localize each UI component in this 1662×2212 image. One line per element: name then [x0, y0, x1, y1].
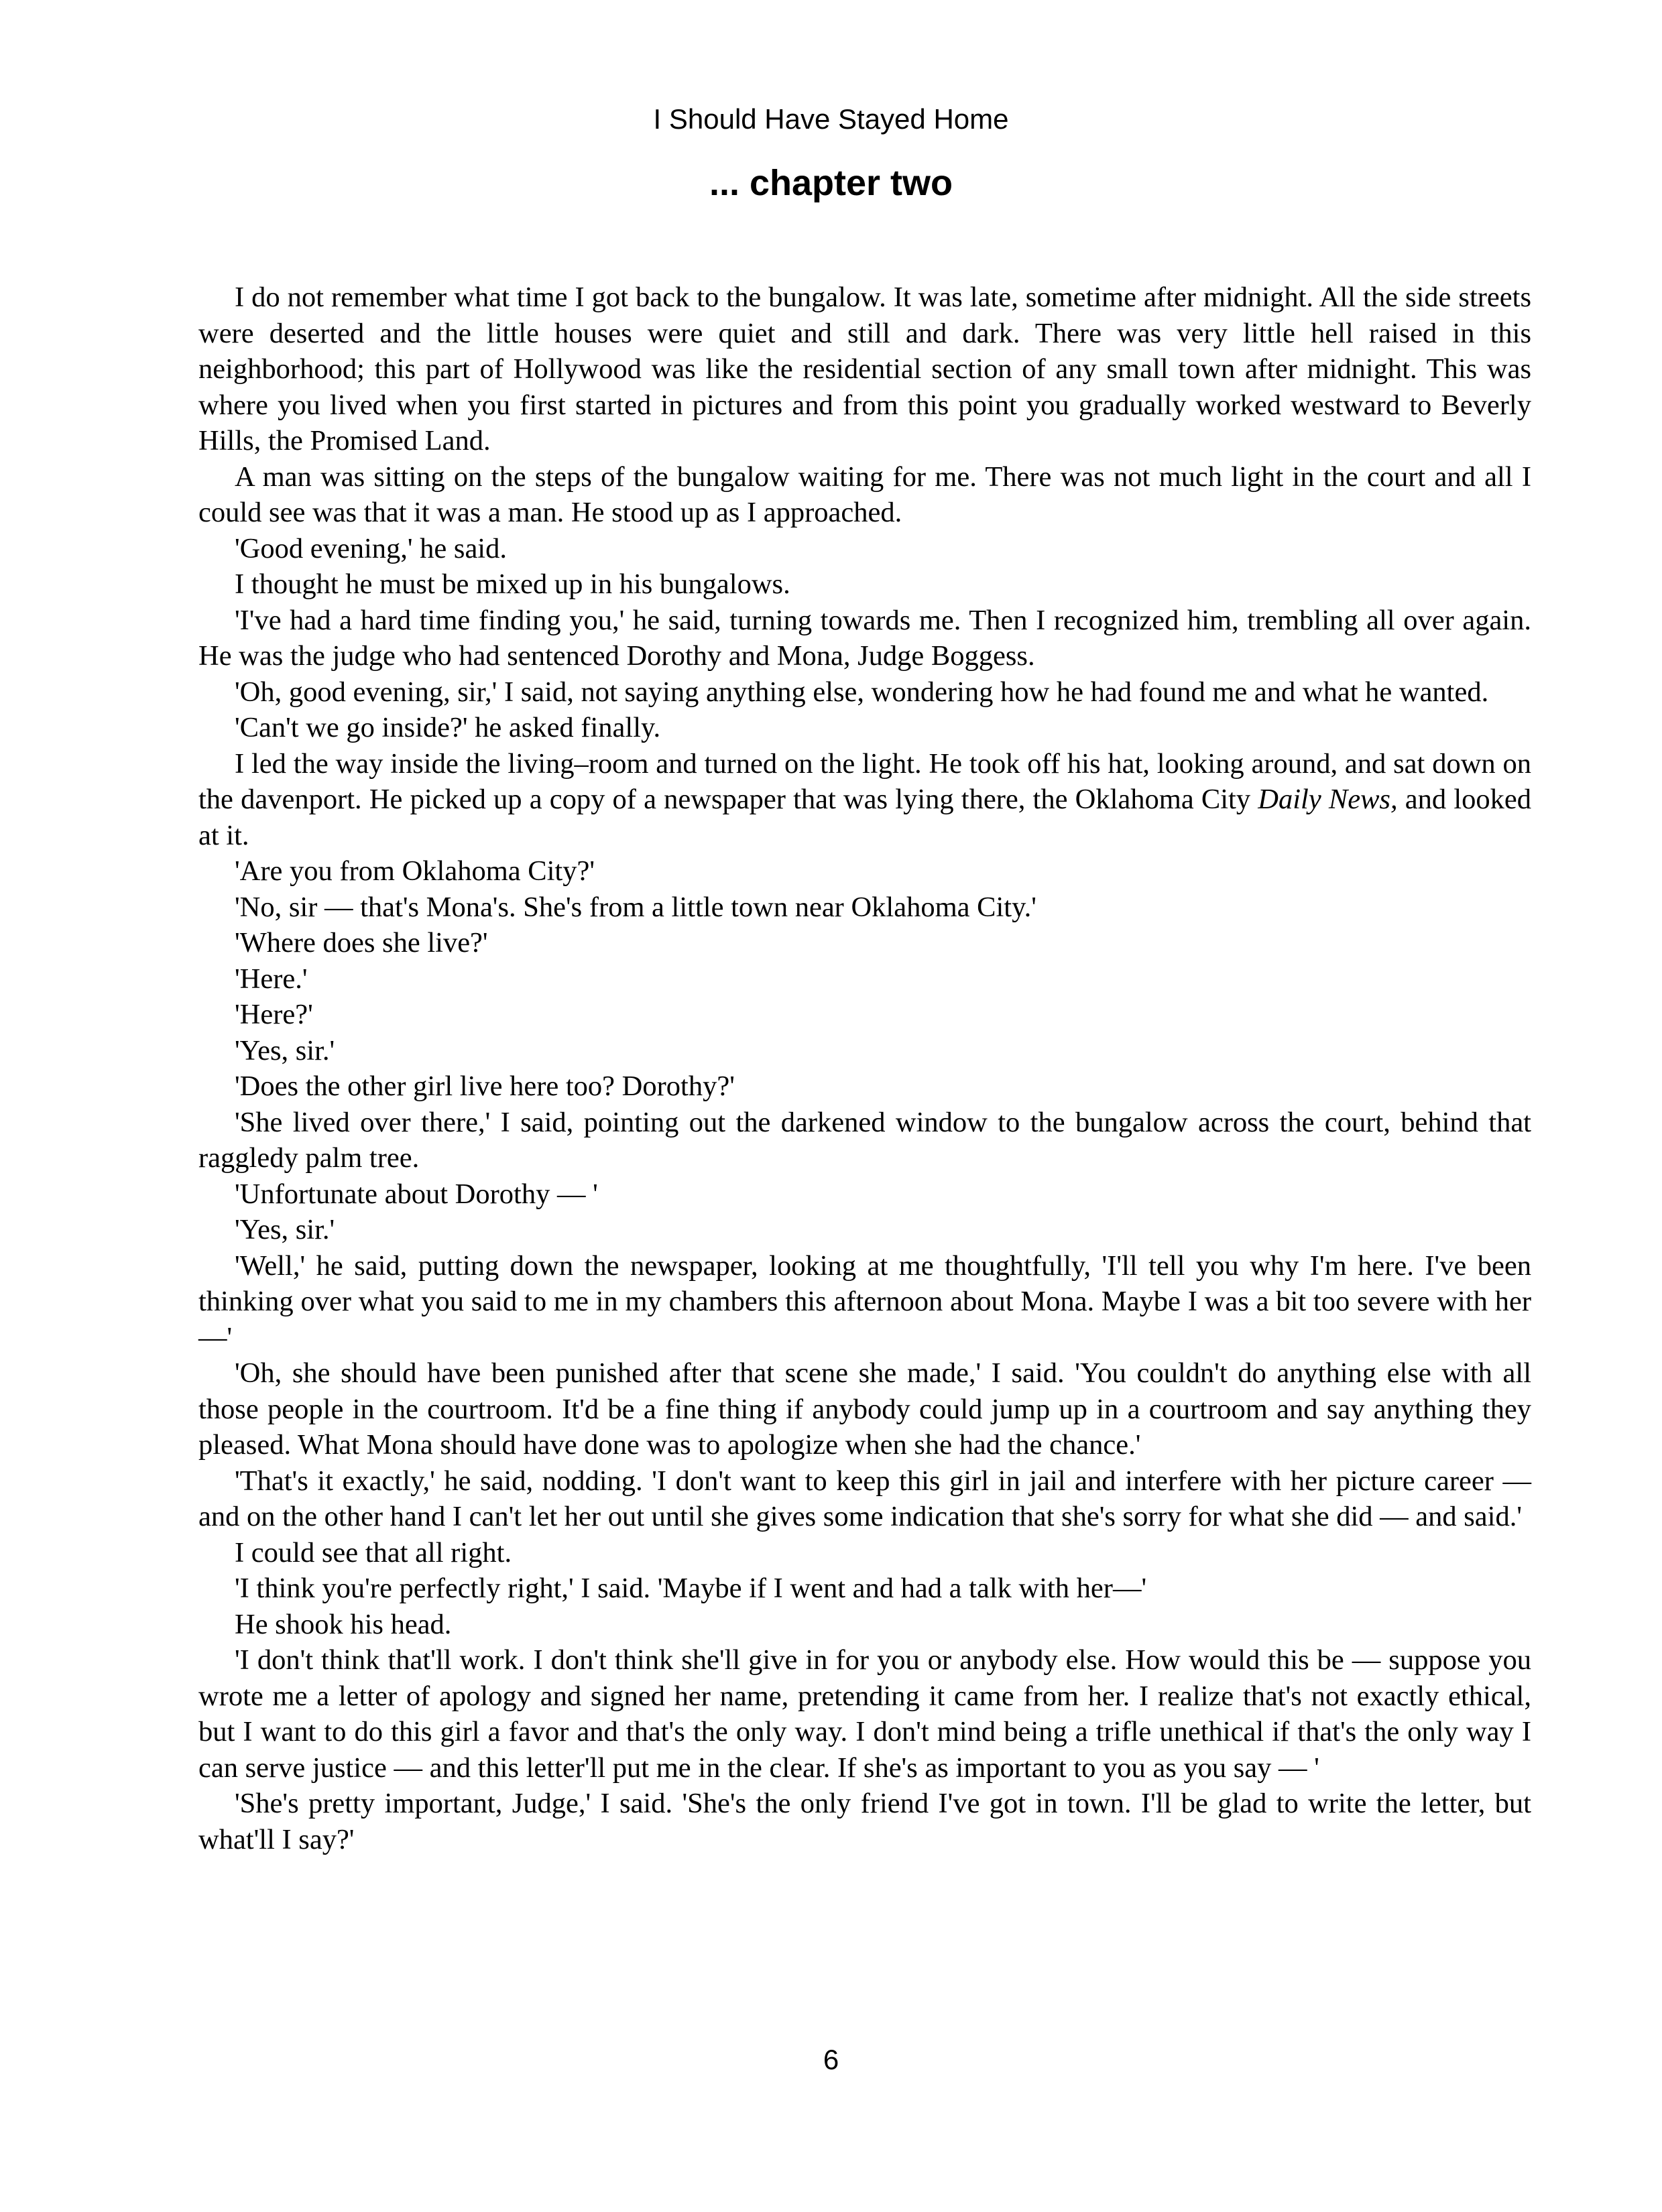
paragraph: 'Here?'	[235, 999, 313, 1030]
paragraph: 'Here.'	[235, 963, 308, 995]
paragraph: A man was sitting on the steps of the bungalow waiting for me. There was not much light in the court and all I could see was that it was a man. He stood up as I approached.	[198, 460, 1531, 528]
paragraph: 'I don't think that'll work. I don't think she'll give in for you or anybody else. How would this be — suppose you wrote me a letter of apology and signed her name, pretending it came from her. I realize that's not exactly ethical, but I want to do this girl a favor and that's the only way. I don't mind being a trifle unethical if that's the only way I can serve justice — and this letter'll put me in the clear. If she's as important to you as you say — '	[198, 1644, 1531, 1784]
chapter-body	[198, 280, 1531, 1857]
page-number: 6	[823, 2044, 839, 2075]
paragraph: 'Can't we go inside?' he asked finally.	[235, 712, 661, 743]
paragraph: 'She's pretty important, Judge,' I said. 'She's the only friend I've got in town. I'll be glad to write the letter, but what'll I say?'	[198, 1788, 1531, 1855]
paragraph	[198, 746, 1531, 854]
paragraph: 'Does the other girl live here too? Dorothy?'	[235, 1070, 735, 1102]
paragraph: 'No, sir — that's Mona's. She's from a little town near Oklahoma City.'	[235, 891, 1036, 923]
running-title: I Should Have Stayed Home	[653, 103, 1009, 135]
chapter-title: ... chapter two	[709, 163, 953, 203]
paragraph: I could see that all right.	[235, 1536, 512, 1569]
paragraph: 'Yes, sir.'	[235, 1034, 335, 1066]
paragraph: 'Oh, she should have been punished after that scene she made,' I said. 'You couldn't do anything else with all those people in the courtroom. It'd be a fine thing if anybody could jump up in a courtroom and say anything they pleased. What Mona should have done was to apologize when she had the chance.'	[198, 1357, 1531, 1461]
paragraph: 'Oh, good evening, sir,' I said, not saying anything else, wondering how he had found me and what he wanted.	[235, 676, 1489, 708]
paragraph: I do not remember what time I got back to the bungalow. It was late, sometime after midnight. All the side streets were deserted and the little houses were quiet and still and dark. There was very little hell raised in this neighborhood; this part of Hollywood was like the residential section of any small town after midnight. This was where you lived when you first started in pictures and from this point you gradually worked westward to Beverly Hills, the Promised Land.	[198, 282, 1531, 456]
paragraph: 'I think you're perfectly right,' I said. 'Maybe if I went and had a talk with her—'	[235, 1573, 1147, 1604]
paragraph: 'Yes, sir.'	[235, 1214, 335, 1245]
paragraph: He shook his head.	[235, 1608, 452, 1640]
paragraph: 'Where does she live?'	[235, 927, 488, 959]
paragraph: 'Good evening,' he said.	[235, 532, 507, 564]
paragraph: 'Unfortunate about Dorothy — '	[235, 1178, 598, 1210]
paragraph: I thought he must be mixed up in his bungalows.	[235, 568, 790, 600]
newspaper-title: Daily News,	[1258, 784, 1398, 815]
paragraph-text: and looked at it.	[198, 784, 1531, 851]
paragraph: 'I've had a hard time finding you,' he said, turning towards me. Then I recognized him, trembling all over again. He was the judge who had sentenced Dorothy and Mona, Judge Boggess.	[198, 604, 1531, 672]
paragraph: 'That's it exactly,' he said, nodding. 'I don't want to keep this girl in jail and interfere with her picture career — and on the other hand I can't let her out until she gives some indication that she's sorry for what she did — and said.'	[198, 1465, 1531, 1532]
paragraph: 'She lived over there,' I said, pointing out the darkened window to the bungalow across the court, behind that raggledy palm tree.	[198, 1106, 1531, 1174]
paragraph: 'Are you from Oklahoma City?'	[235, 855, 595, 887]
paragraph: 'Well,' he said, putting down the newspaper, looking at me thoughtfully, 'I'll tell you why I'm here. I've been thinking over what you said to me in my chambers this afternoon about Mona. Maybe I was a bit too severe with her—'	[198, 1249, 1531, 1353]
paragraph-text: I led the way inside the living–room and turned on the light. He took off his hat, looking around, and sat down on the davenport. He picked up a copy of a newspaper that was lying there, the Oklahoma City	[198, 747, 1531, 815]
